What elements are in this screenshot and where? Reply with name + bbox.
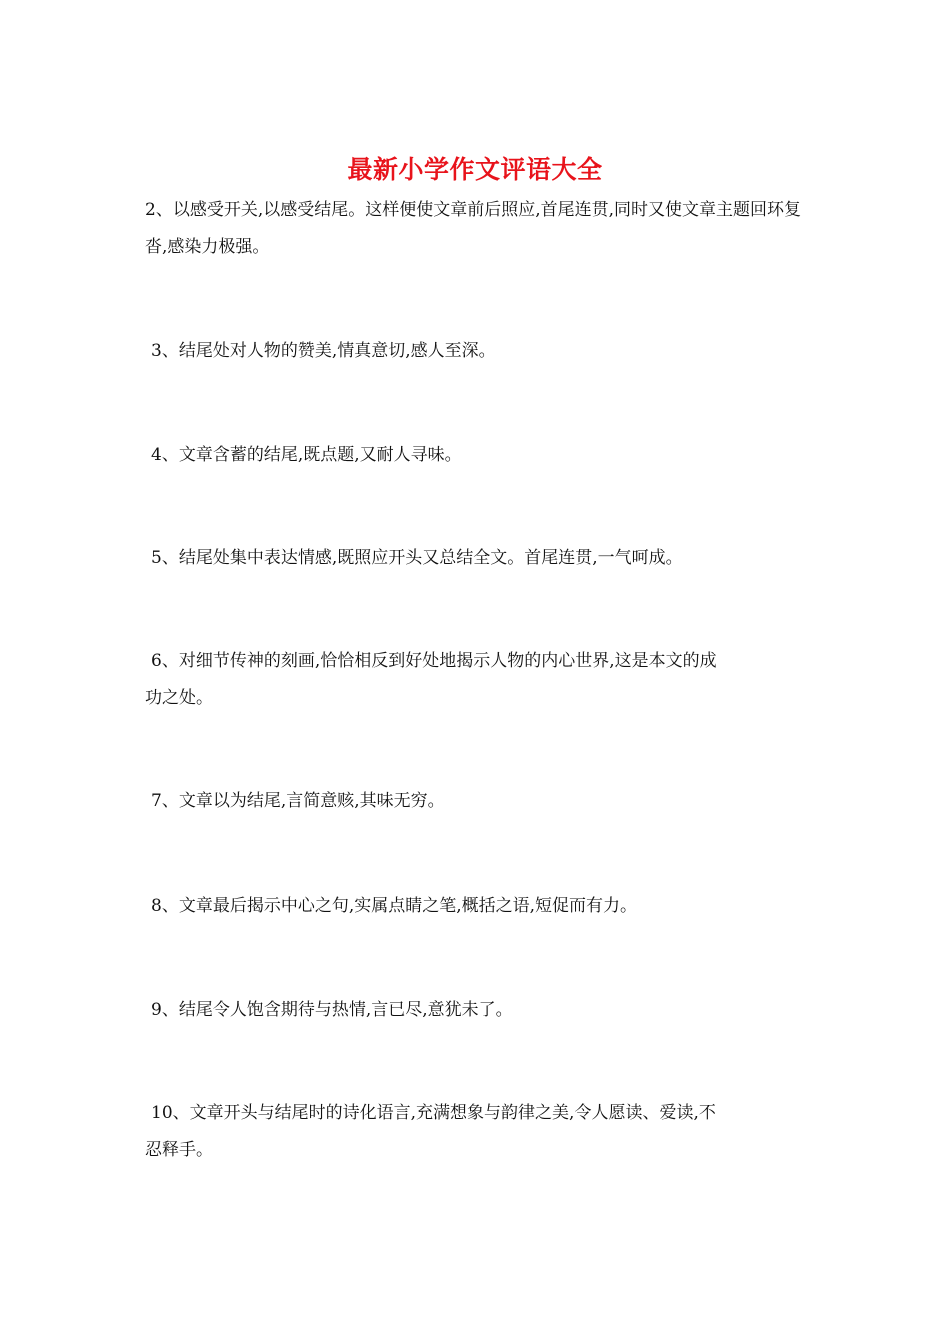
- comment-item-6-line-1: 6、对细节传神的刻画,恰恰相反到好处地揭示人物的内心世界,这是本文的成: [151, 651, 717, 671]
- comment-item-2: 2、以感受开关,以感受结尾。这样便使文章前后照应,首尾连贯,同时又使文章主题回环复沓,感染力极强。: [145, 200, 802, 257]
- comment-item-7: 7、文章以为结尾,言简意赅,其味无穷。: [151, 791, 445, 811]
- document-title: 最新小学作文评语大全: [347, 155, 603, 184]
- comment-item-5: 5、结尾处集中表达情感,既照应开头又总结全文。首尾连贯,一气呵成。: [151, 548, 683, 568]
- comment-item-6: [145, 643, 811, 717]
- comment-item-10-line-2: 忍释手。: [145, 1140, 213, 1160]
- comment-item-3: 3、结尾处对人物的赞美,情真意切,感人至深。: [151, 341, 496, 361]
- comment-item-4: 4、文章含蓄的结尾,既点题,又耐人寻味。: [151, 445, 462, 465]
- comment-item-10: [145, 1095, 811, 1169]
- comment-item-6-line-2: 功之处。: [145, 688, 213, 708]
- comment-item-9: 9、结尾令人饱含期待与热情,言已尽,意犹未了。: [151, 1000, 513, 1020]
- comment-item-8: 8、文章最后揭示中心之句,实属点睛之笔,概括之语,短促而有力。: [151, 896, 638, 916]
- comment-item-10-line-1: 10、文章开头与结尾时的诗化语言,充满想象与韵律之美,令人愿读、爱读,不: [151, 1103, 716, 1123]
